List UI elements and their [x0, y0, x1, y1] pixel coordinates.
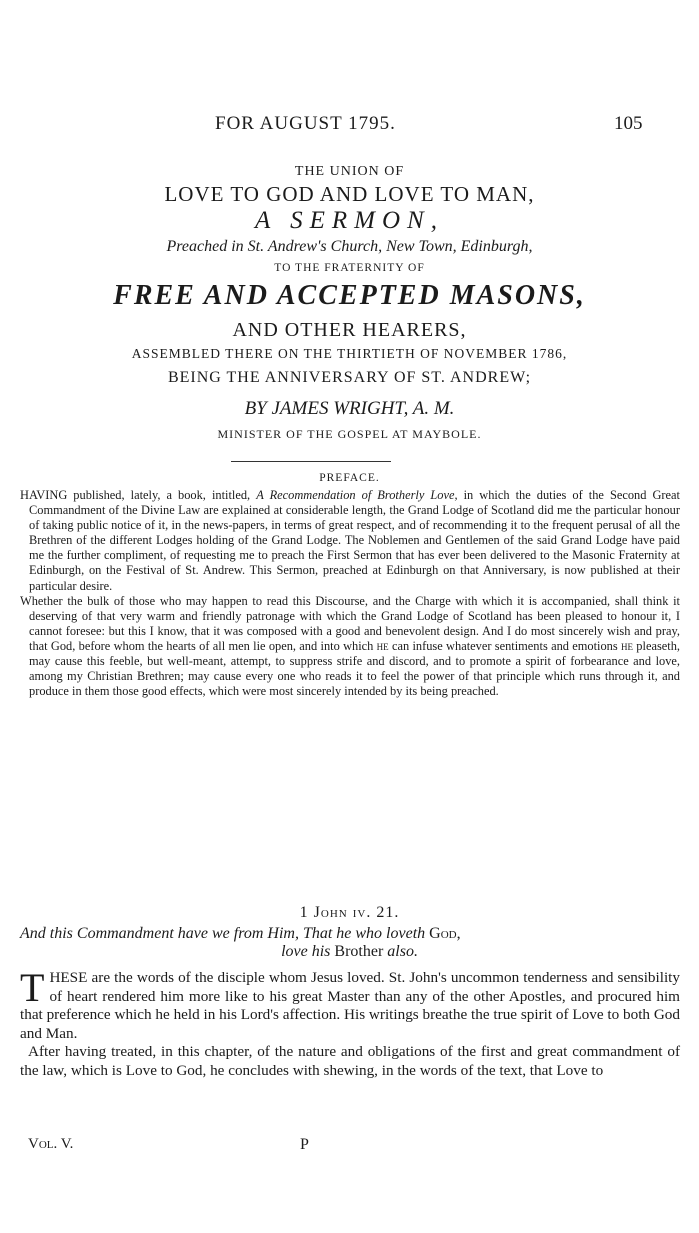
title-line-author: BY JAMES WRIGHT, A. M. — [244, 398, 455, 419]
preface-para2-c: pleaseth, may cause this feeble, but well-meant, attempt, to suppress strife and discord, and to promote a spirit of forbearance and love, among my Christian Brethren; may cause every one who reads it to feel the power of that principle which runs through it, and produce in them those good effects, which were most sincerely intended by its being preached. — [29, 638, 680, 699]
preface-he: he — [621, 638, 633, 653]
preface-para1-start: HAVING published, lately, a book, intitled, — [20, 488, 257, 502]
scripture-verse-a: And this Commandment have we from Him, That he who loveth — [20, 925, 430, 942]
title-line-hearers: AND OTHER HEARERS, — [232, 319, 467, 341]
drop-cap: T — [20, 965, 45, 1010]
title-line-church: Preached in St. Andrew's Church, New Town, Edinburgh, — [166, 238, 533, 255]
title-rule — [231, 461, 391, 462]
title-line-sermon: A SERMON, — [255, 207, 444, 234]
title-line-union: THE UNION OF — [294, 164, 405, 179]
sermon-paragraph: After having treated, in this chapter, of the nature and obligations of the first and great commandment of the law, which is Love to God, he concludes with shewing, in the words of the text, that Love to — [20, 1043, 680, 1079]
signature-mark: P — [300, 1136, 309, 1153]
sermon-first-word: HESE — [49, 969, 88, 986]
running-header-title: FOR AUGUST 1795. — [215, 113, 396, 134]
title-line-masons: FREE AND ACCEPTED MASONS, — [113, 280, 586, 311]
preface-text — [20, 488, 680, 699]
scripture-brother: Brother — [334, 943, 384, 960]
sermon-body — [20, 965, 680, 1081]
title-line-love: LOVE TO GOD AND LOVE TO MAN, — [164, 182, 535, 206]
scripture-reference: 1 John iv. 21. — [299, 904, 400, 921]
title-line-anniversary: BEING THE ANNIVERSARY OF ST. ANDREW; — [167, 369, 532, 386]
preface-he: he — [376, 638, 389, 653]
scripture-verse-b: love his — [281, 943, 335, 960]
scripture-god: God, — [429, 925, 461, 942]
sermon-para1-rest: are the words of the disciple whom Jesus loved. St. John's uncommon tenderness and sensibility of heart rendered him more like to his great Master than any of the other Apostles, and procured him that preference which he held in his Lord's affection. His writings breathe the true spirit of Love to both God and Man. — [20, 969, 680, 1042]
scripture-verse-c: also. — [383, 943, 418, 960]
running-header — [0, 113, 699, 139]
preface-book-title: A Recommendation of Brotherly Love, — [256, 488, 458, 502]
preface-heading: PREFACE. — [319, 472, 380, 484]
scripture-verse-line1 — [20, 925, 685, 943]
volume-label: Vol. V. — [28, 1136, 74, 1152]
preface-para2-b: can infuse whatever sentiments and emotions — [388, 638, 621, 653]
title-line-minister: MINISTER OF THE GOSPEL AT MAYBOLE. — [217, 427, 482, 441]
sermon-paragraph — [20, 965, 680, 1043]
page-number: 105 — [614, 113, 643, 134]
title-line-assembled: ASSEMBLED THERE ON THE THIRTIETH OF NOVEMBER 1786, — [131, 346, 568, 361]
preface-paragraph — [20, 488, 680, 594]
title-line-fraternity: TO THE FRATERNITY OF — [274, 262, 425, 274]
preface-paragraph — [20, 594, 680, 700]
page-footer — [0, 1136, 699, 1158]
preface-para1-rest: in which the duties of the Second Great Commandment of the Divine Law are explained at considerable length, the Grand Lodge of Scotland did me the particular honour of taking public notice of it, in the news-papers, in terms of great respect, and of recommending it to the frequent perusal of all the Brethren of the different Lodges holding of the Grand Lodge. The Noblemen and Gentlemen of the said Grand Lodge have paid me the further compliment, of requesting me to preach the First Sermon that has ever been delivered to the Masonic Fraternity at Edinburgh, on the Festival of St. Andrew. This Sermon, preached at Edinburgh on that Anniversary, is now published at their particular desire. — [29, 488, 680, 593]
scripture-verse-line2 — [0, 943, 699, 961]
preface-para2-a: Whether the bulk of those who may happen to read this Discourse, and the Charge with which it is accompanied, shall think it deserving of that very warm and friendly patronage with which the Grand Lodge of Scotland has been pleased to honour it, I cannot foresee: but this I know, that it was composed with a good and benevolent design. And I do most sincerely wish and pray, that God, before whom the hearts of all men lie open, and into which — [20, 593, 680, 653]
